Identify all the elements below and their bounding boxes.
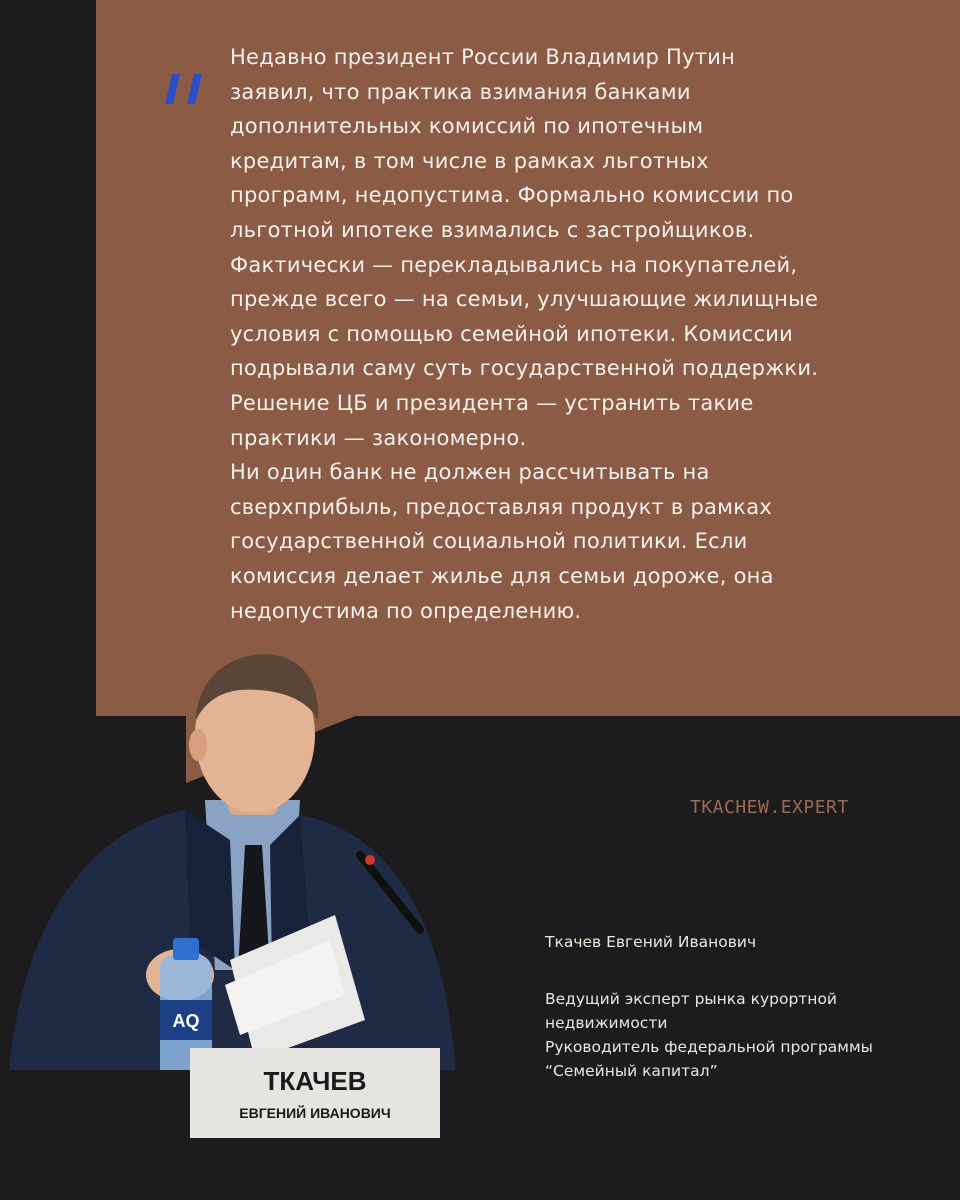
site-url[interactable]: TKACHEW.EXPERT — [690, 797, 849, 818]
quote-mark-icon — [162, 70, 210, 110]
quote-line: Решение ЦБ и президента — устранить такие — [230, 390, 754, 415]
speaker-bio — [545, 933, 873, 1083]
nameplate-name: ЕВГЕНИЙ ИВАНОВИЧ — [239, 1105, 391, 1121]
quote-line: государственной социальной политики. Если — [230, 529, 748, 554]
quote-line: сверхприбыль, предоставляя продукт в рамках — [230, 494, 772, 519]
speaker-role-line: “Семейный капитал” — [545, 1062, 718, 1080]
quote-line: Фактически — перекладывались на покупателей, — [230, 252, 798, 277]
quote-line: подрывали саму суть государственной поддержки. — [230, 356, 819, 381]
speaker-role-line: недвижимости — [545, 1014, 668, 1032]
speaker-name: Ткачев Евгений Иванович — [545, 933, 757, 951]
quote-line: условия с помощью семейной ипотеки. Комиссии — [230, 321, 794, 346]
bottle-label: AQ — [172, 1011, 200, 1031]
nameplate-surname: ТКАЧЕВ — [263, 1066, 367, 1096]
quote-line: практики — закономерно. — [230, 425, 527, 450]
quote-line: дополнительных комиссий по ипотечным — [230, 114, 704, 139]
quote-line: комиссия делает жилье для семьи дороже, она — [230, 563, 774, 588]
quote-line: Недавно президент России Владимир Путин — [230, 45, 736, 69]
quote-line: льготной ипотеке взимались с застройщиков. — [230, 217, 755, 242]
quote-line: заявил, что практика взимания банками — [230, 79, 691, 104]
quote-line: кредитам, в том числе в рамках льготных — [230, 148, 709, 173]
speaker-photo — [0, 640, 470, 1140]
quote-line: прежде всего — на семьи, улучшающие жилищные — [230, 287, 819, 312]
quote-text — [230, 40, 920, 628]
quote-line: недопустима по определению. — [230, 598, 582, 623]
quote-line: Ни один банк не должен рассчитывать на — [230, 460, 710, 485]
speaker-role-line: Руководитель федеральной программы — [545, 1038, 873, 1056]
quote-line: программ, недопустима. Формально комиссии по — [230, 183, 794, 208]
speaker-role-line: Ведущий эксперт рынка курортной — [545, 990, 838, 1008]
